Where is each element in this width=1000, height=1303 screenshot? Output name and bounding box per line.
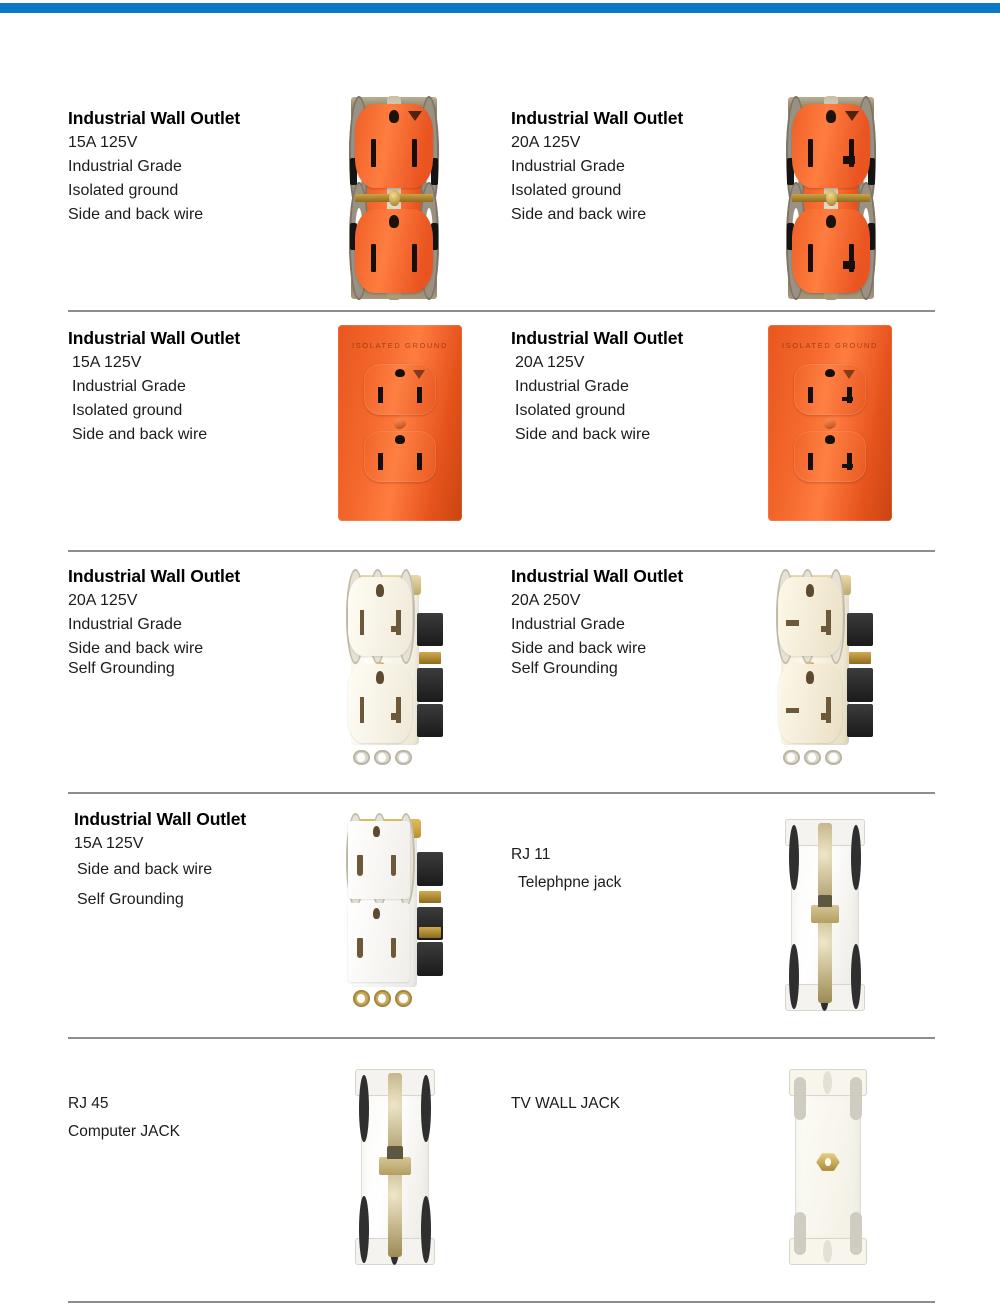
row-divider <box>68 792 935 794</box>
product-name: RJ 45 <box>68 1095 109 1112</box>
outlet-face-upper <box>355 104 432 188</box>
product-spec-line: Isolated ground <box>68 182 179 199</box>
mounting-foot <box>783 741 853 767</box>
mounting-hole <box>789 825 799 890</box>
outlet-face-upper <box>364 364 436 415</box>
product-image-rj45-jack-plate <box>351 1069 439 1265</box>
neutral-slot <box>417 453 422 469</box>
hot-slot <box>808 139 813 168</box>
mounting-hole <box>359 1075 369 1142</box>
outlet-face-lower <box>364 431 436 482</box>
side-wire-terminal <box>847 613 873 647</box>
hot-slot <box>371 244 376 273</box>
spec-block <box>511 566 683 680</box>
product-spec-line: 15A 125V <box>74 835 144 852</box>
plate-center-screw <box>823 417 838 430</box>
hot-slot <box>360 610 364 635</box>
ground-pin-hole <box>389 215 399 228</box>
neutral-t-slot <box>849 139 854 168</box>
ground-pin-hole <box>825 435 835 444</box>
product-image-orange-duplex-15a <box>348 93 440 303</box>
spec-block <box>511 108 683 230</box>
row-divider <box>68 1037 935 1039</box>
plate-center-screw <box>393 417 408 430</box>
brass-terminal <box>419 927 441 939</box>
product-image-ivory-duplex-20a-250v <box>774 569 884 767</box>
product-spec-line: Industrial Grade <box>511 616 625 633</box>
mounting-ear <box>804 750 821 766</box>
ground-pin-hole <box>376 584 384 597</box>
brass-terminal <box>419 891 441 903</box>
hot-slot <box>357 938 363 958</box>
outlet-face-upper <box>348 577 412 656</box>
ground-pin-hole <box>389 110 399 123</box>
hot-slot <box>371 139 376 168</box>
product-spec-line: Industrial Grade <box>511 158 625 175</box>
mounting-hole <box>789 944 799 1009</box>
neutral-t-slot <box>396 610 400 635</box>
mounting-foot <box>353 982 423 1009</box>
outlet-face-lower <box>778 664 842 743</box>
hot-slot <box>808 387 813 403</box>
hot-slot <box>360 697 364 722</box>
product-image-white-duplex-20a-125v <box>344 569 454 767</box>
neutral-t-slot <box>396 697 400 722</box>
product-title: Industrial Wall Outlet <box>511 328 684 348</box>
mounting-slot <box>794 1077 806 1120</box>
isolated-ground-triangle-icon <box>843 370 855 379</box>
product-spec-line: Self Grounding <box>68 660 175 677</box>
product-image-tv-wall-jack-plate <box>786 1069 870 1265</box>
product-spec-line: Self Grounding <box>77 891 184 908</box>
neutral-slot <box>412 139 417 168</box>
side-wire-terminal <box>847 704 873 738</box>
product-spec-line: Industrial Grade <box>68 158 182 175</box>
product-spec-line: Side and back wire <box>72 426 208 443</box>
ground-pin-hole <box>826 110 836 123</box>
brass-terminal <box>419 652 441 664</box>
product-title: Industrial Wall Outlet <box>68 108 241 128</box>
brass-terminal <box>849 652 871 664</box>
product-spec-line: Side and back wire <box>515 426 651 443</box>
ground-pin-hole <box>826 215 836 228</box>
row-divider <box>68 550 935 552</box>
side-wire-terminal <box>417 942 443 975</box>
product-spec-line: 20A 125V <box>511 134 581 151</box>
hot-slot <box>357 855 363 875</box>
product-spec-line: 20A 250V <box>511 592 581 609</box>
product-spec-line: Industrial Grade <box>72 378 186 395</box>
product-title: Industrial Wall Outlet <box>511 108 684 128</box>
outlet-face-lower <box>348 903 410 981</box>
neutral-slot <box>391 938 397 958</box>
ground-pin-hole <box>376 671 384 684</box>
outlet-face-upper <box>794 364 866 415</box>
ground-pin-hole <box>373 908 380 919</box>
spec-block <box>68 328 240 450</box>
outlet-face-upper <box>792 104 869 188</box>
outlet-face-upper <box>348 821 410 899</box>
outlet-face-upper <box>778 577 842 656</box>
mounting-ear <box>374 990 391 1007</box>
mounting-ear <box>374 750 391 766</box>
hot-slot-horizontal <box>786 708 799 714</box>
ground-pin-hole <box>395 369 405 378</box>
mounting-ear <box>783 750 800 766</box>
product-subtitle: Telephpne jack <box>518 874 622 891</box>
plate-embossed-text: ISOLATED GROUND <box>782 340 878 350</box>
product-title: Industrial Wall Outlet <box>511 566 684 586</box>
rj11-jack-port <box>811 905 839 922</box>
strap-screw <box>818 911 832 1003</box>
side-wire-terminal <box>417 704 443 738</box>
mounting-slot <box>794 1212 806 1255</box>
mounting-slot <box>850 1212 862 1255</box>
product-image-rj11-jack-plate <box>781 819 869 1011</box>
product-name: TV WALL JACK <box>511 1095 621 1112</box>
top-accent-bar <box>0 3 1000 13</box>
outlet-face-lower <box>794 431 866 482</box>
hot-slot <box>808 244 813 273</box>
mounting-hole <box>421 1075 431 1142</box>
neutral-t-slot <box>826 697 830 722</box>
neutral-t-slot <box>849 244 854 273</box>
mounting-ear <box>825 750 842 766</box>
isolated-ground-triangle-icon <box>408 111 422 121</box>
product-spec-line: Industrial Grade <box>68 616 182 633</box>
mounting-hole <box>851 825 861 890</box>
hot-slot <box>378 453 383 469</box>
spec-block <box>68 1095 180 1151</box>
product-spec-line: Industrial Grade <box>515 378 629 395</box>
neutral-t-slot <box>847 453 852 469</box>
side-wire-terminal <box>417 852 443 885</box>
hot-slot <box>378 387 383 403</box>
mounting-ear <box>395 750 412 766</box>
ground-pin-hole <box>825 369 835 378</box>
row-divider <box>68 310 935 312</box>
product-image-orange-duplex-20a <box>785 93 877 303</box>
product-spec-line: Side and back wire <box>68 640 204 657</box>
product-image-orange-faceplate-15a <box>338 325 462 521</box>
product-title: Industrial Wall Outlet <box>74 809 247 829</box>
spec-block <box>511 846 621 902</box>
mounting-foot <box>353 741 423 767</box>
mounting-ear <box>395 990 412 1007</box>
product-subtitle: Computer JACK <box>68 1123 180 1140</box>
product-title: Industrial Wall Outlet <box>68 328 241 348</box>
spec-block <box>511 328 683 450</box>
hot-slot-horizontal <box>786 620 799 626</box>
spec-block <box>511 1095 620 1123</box>
center-screw <box>826 190 836 207</box>
center-screw <box>389 190 399 207</box>
product-spec-line: 20A 125V <box>68 592 138 609</box>
product-spec-line: Isolated ground <box>515 402 626 419</box>
neutral-slot <box>417 387 422 403</box>
product-image-white-decorator-15a <box>344 813 454 1009</box>
hot-slot <box>808 453 813 469</box>
mounting-ear <box>353 990 370 1007</box>
product-title: Industrial Wall Outlet <box>68 566 241 586</box>
isolated-ground-triangle-icon <box>845 111 859 121</box>
plate-embossed-text: ISOLATED GROUND <box>352 340 448 350</box>
side-wire-terminal <box>417 668 443 702</box>
product-spec-line: Side and back wire <box>77 861 213 878</box>
product-spec-line: Isolated ground <box>72 402 183 419</box>
neutral-t-slot <box>826 610 830 635</box>
product-spec-line: Side and back wire <box>511 206 647 223</box>
mounting-ear <box>353 750 370 766</box>
ground-pin-hole <box>806 671 814 684</box>
spec-block <box>68 566 240 680</box>
product-spec-line: Self Grounding <box>511 660 618 677</box>
ground-pin-hole <box>806 584 814 597</box>
ground-pin-hole <box>373 826 380 837</box>
product-spec-line: 15A 125V <box>68 134 138 151</box>
product-spec-line: Side and back wire <box>511 640 647 657</box>
ground-pin-hole <box>395 435 405 444</box>
isolated-ground-triangle-icon <box>413 370 425 379</box>
side-wire-terminal <box>417 613 443 647</box>
product-spec-line: 15A 125V <box>72 354 142 371</box>
outlet-face-lower <box>355 209 432 293</box>
neutral-slot <box>412 244 417 273</box>
product-name: RJ 11 <box>511 846 551 863</box>
mounting-slot <box>850 1077 862 1120</box>
spec-block <box>74 809 246 915</box>
product-spec-line: Isolated ground <box>511 182 622 199</box>
neutral-t-slot <box>847 387 852 403</box>
outlet-face-lower <box>792 209 869 293</box>
outlet-face-lower <box>348 664 412 743</box>
strap-screw <box>388 1163 402 1257</box>
mounting-hole <box>359 1196 369 1263</box>
side-wire-terminal <box>847 668 873 702</box>
neutral-slot <box>391 855 397 875</box>
product-spec-line: 20A 125V <box>515 354 585 371</box>
product-image-orange-faceplate-20a <box>768 325 892 521</box>
product-spec-line: Side and back wire <box>68 206 204 223</box>
rj45-jack-port <box>379 1157 411 1175</box>
